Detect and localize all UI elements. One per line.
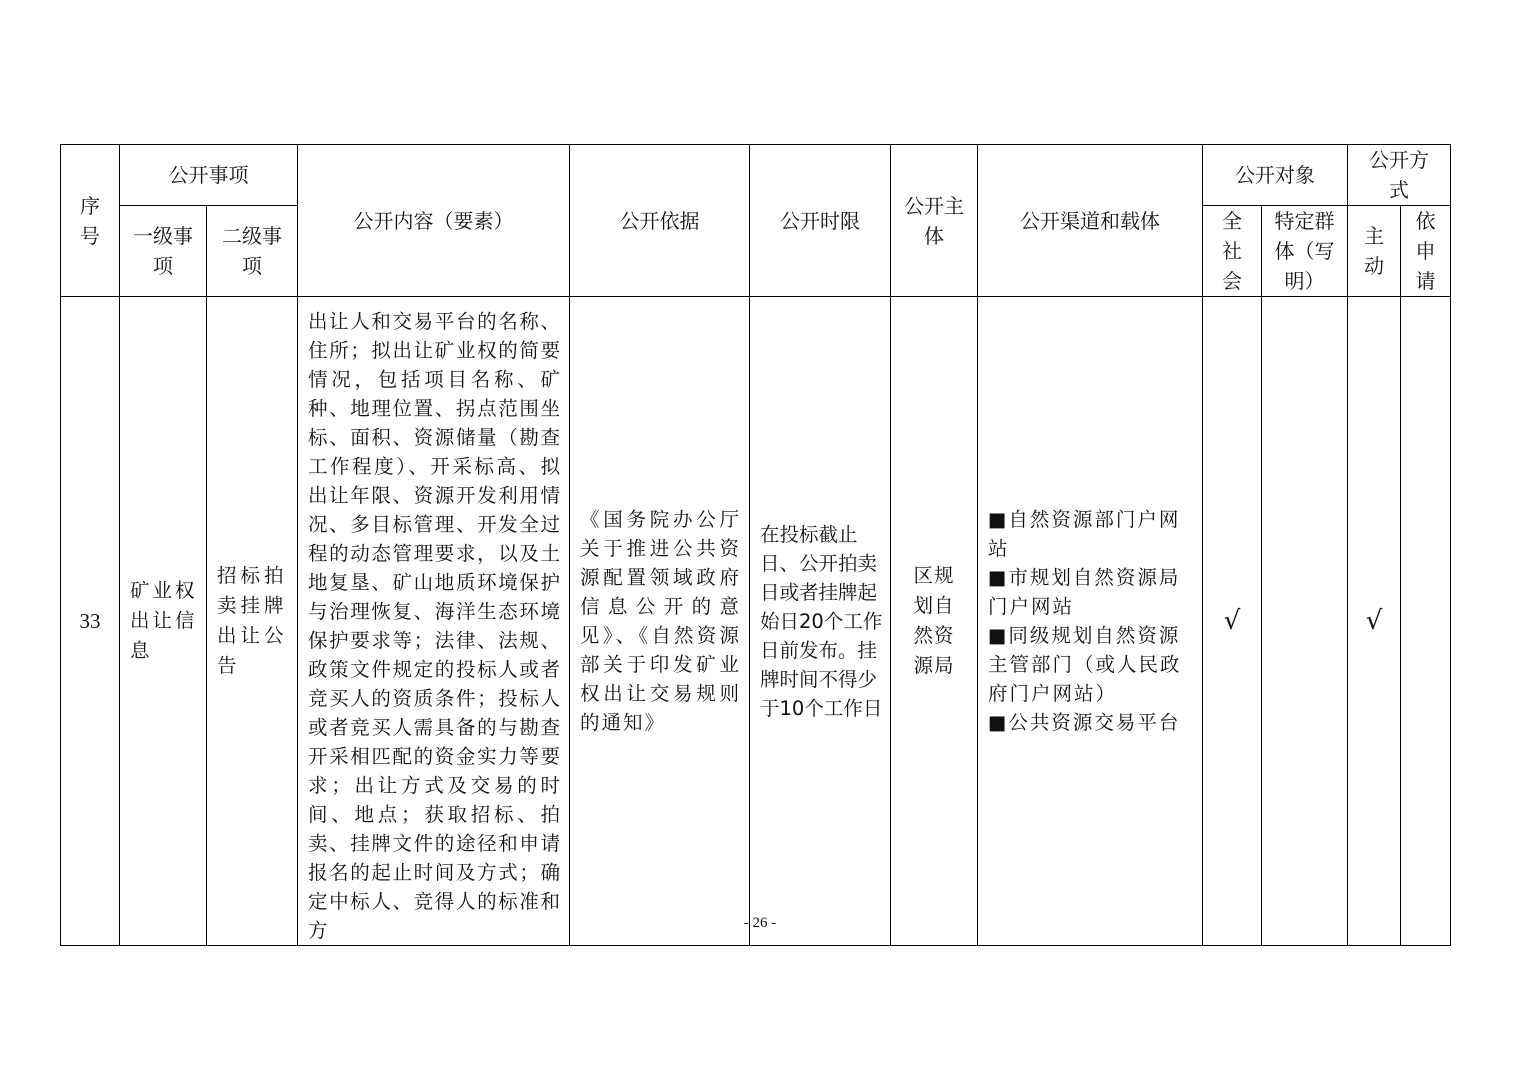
header-subject: 公开主体 (891, 145, 978, 297)
header-time-limit: 公开时限 (750, 145, 891, 297)
header-channel: 公开渠道和载体 (978, 145, 1203, 297)
cell-audience-all (1203, 297, 1262, 946)
basis-text: 《国务院办公厅关于推进公共资源配置领域政府信息公开的意见》、《自然资源部关于印发矿业权出让交易规则的通知》 (580, 508, 741, 734)
content-text: 出让人和交易平台的名称、住所；拟出让矿业权的简要情况，包括项目名称、矿种、地理位置、拐点范围坐标、面积、资源储量（勘查工作程度）、开采标高、拟出让年限、资源开发利用情况、多目标管理、开发全过程的动态管理要求，以及土地复垦、矿山地质环境保护与治理恢复、海洋生态环境保护要求等；法律、法规、政策文件规定的投标人或者竞买人的资质条件；投标人或者竞买人需具备的与勘查开采相匹配的资金实力等要求；出让方式及交易的时间、地点；获取招标、拍卖、挂牌文件的途径和申请报名的起止时间及方式；确定中标人、竞得人的标准和方 (308, 310, 561, 942)
cell-level1: 矿业权出让信息 (120, 297, 207, 946)
cell-audience-specific (1262, 297, 1348, 946)
checkmark: √ (1223, 606, 1241, 636)
cell-channel (978, 297, 1203, 946)
header-level2: 二级事项 (207, 206, 298, 297)
header-level1: 一级事项 (120, 206, 207, 297)
disclosure-table (60, 144, 1451, 946)
table-row (61, 297, 1451, 946)
cell-method-request (1401, 297, 1451, 946)
header-basis: 公开依据 (570, 145, 750, 297)
header-audience-all: 全社会 (1203, 206, 1262, 297)
header-method-active: 主动 (1348, 206, 1401, 297)
cell-method-active (1348, 297, 1401, 946)
channel-item: ■公共资源交易平台 (988, 711, 1181, 734)
header-method-request: 依申请 (1401, 206, 1451, 297)
channel-item: ■自然资源部门户网站 (988, 508, 1181, 560)
header-seq: 序号 (61, 145, 120, 297)
channel-item: ■同级规划自然资源主管部门（或人民政府门户网站） (988, 624, 1182, 705)
cell-seq: 33 (61, 297, 120, 946)
header-content: 公开内容（要素） (298, 145, 570, 297)
cell-time-limit (750, 297, 891, 946)
cell-level2: 招标拍卖挂牌出让公告 (207, 297, 298, 946)
channel-item: ■市规划自然资源局门户网站 (988, 566, 1181, 618)
checkmark: √ (1365, 606, 1383, 636)
page-number: - 26 - (743, 915, 777, 931)
header-method-group: 公开方式 (1348, 145, 1451, 206)
header-items-group: 公开事项 (120, 145, 298, 206)
cell-basis (570, 297, 750, 946)
header-audience-group: 公开对象 (1203, 145, 1348, 206)
cell-content (298, 297, 570, 946)
cell-subject: 区规划自然资源局 (891, 297, 978, 946)
time-limit-text: 在投标截止日、公开拍卖日或者挂牌起始日20个工作日前发布。挂牌时间不得少于10个工作日 (760, 522, 883, 720)
header-audience-specific: 特定群体（写明） (1262, 206, 1348, 297)
